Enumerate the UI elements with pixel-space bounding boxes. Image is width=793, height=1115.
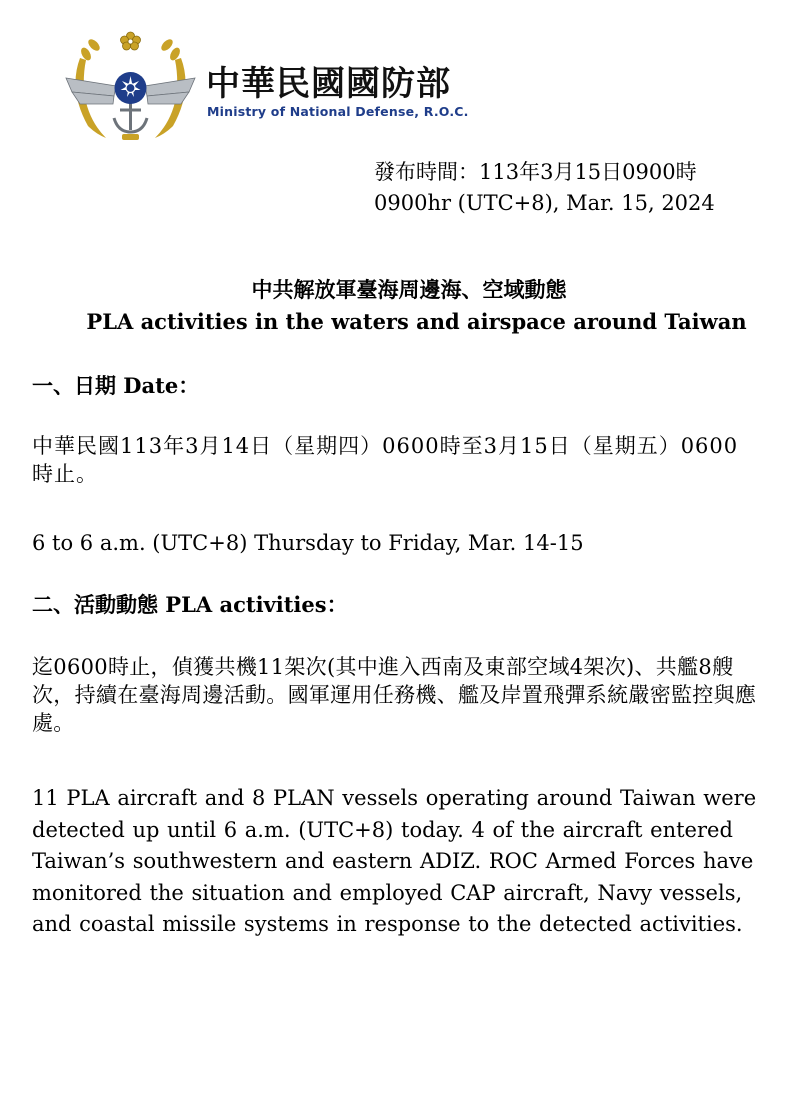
date-text-zh: 中華民國113年3月14日（星期四）0600時至3月15日（星期五）0600時止。 <box>32 434 739 486</box>
date-text-en: 6 to 6 a.m. (UTC+8) Thursday to Friday, Mar. 14-15 <box>32 531 584 555</box>
org-name-zh: 中華民國國防部 <box>206 64 451 104</box>
activities-text-en: 11 PLA aircraft and 8 PLAN vessels operating around Taiwan were detected up until 6 a.m. (UTC+8) today. 4 of the aircraft entered Taiwan’s southwestern and eastern ADIZ. ROC Armed Forces have monitored the situation and employed CAP aircraft, Navy vessels, and coastal missile systems in response to the detected activities. <box>32 786 757 936</box>
activities-text-zh: 迄0600時止，偵獲共機11架次(其中進入西南及東部空域4架次)、共艦8艘次，持續在臺海周邊活動。國軍運用任務機、艦及岸置飛彈系統嚴密監控與應處。 <box>32 655 757 735</box>
org-name-en: Ministry of National Defense, R.O.C. <box>207 104 469 119</box>
release-time-en: 0900hr (UTC+8), Mar. 15, 2024 <box>374 191 715 215</box>
section-heading-date: 一、日期 Date： <box>32 373 200 398</box>
page-title-zh: 中共解放軍臺海周邊海、空域動態 <box>251 277 567 302</box>
release-time-zh: 發布時間：113年3月15日0900時 <box>374 160 697 184</box>
section-heading-activities: 二、活動動態 PLA activities： <box>32 592 348 617</box>
page-title-en: PLA activities in the waters and airspace around Taiwan <box>86 309 747 334</box>
mnd-emblem-icon <box>58 30 203 148</box>
